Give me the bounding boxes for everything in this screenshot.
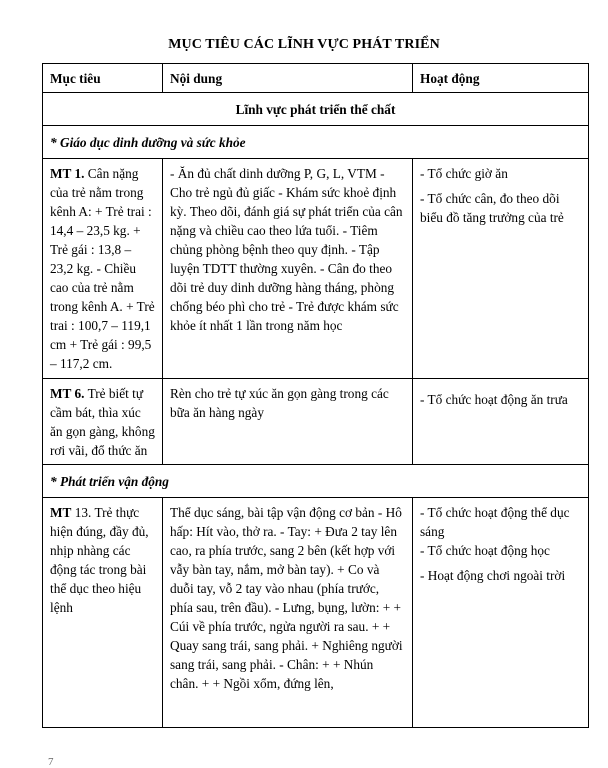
page-number: 7 bbox=[48, 756, 54, 768]
table-row bbox=[43, 498, 589, 728]
header-activities: Hoạt động bbox=[413, 64, 589, 93]
section-title-nutrition: * Giáo dục dinh dưỡng và sức khỏe bbox=[43, 126, 589, 159]
goal-cell bbox=[43, 498, 163, 728]
activity-item: - Tổ chức cân, đo theo dõi biểu đồ tăng trưởng của trẻ bbox=[420, 191, 564, 225]
page-title: MỤC TIÊU CÁC LĨNH VỰC PHÁT TRIỂN bbox=[168, 37, 440, 52]
section-title-motor: * Phát triển vận động bbox=[43, 465, 589, 498]
activity-item: - Tổ chức hoạt động học bbox=[420, 543, 550, 558]
activity-item: - Tổ chức hoạt động ăn trưa bbox=[420, 392, 568, 407]
table-row bbox=[43, 159, 589, 379]
content-cell: - Ăn đủ chất dinh dưỡng P, G, L, VTM - Cho trẻ ngủ đủ giấc - Khám sức khoẻ định kỳ. Theo dõi, đánh giá sự phát triển của cân nặng và chiều cao theo lứa tuổi. - Tiêm chủng phòng bệnh theo quy định. - Tập luyện TDTT thường xuyên. - Cân đo theo dõi trẻ duy dinh dưỡng hàng tháng, phòng chống béo phì cho trẻ - Trẻ được khám sức khỏe ít nhất 1 lần trong năm học bbox=[163, 159, 413, 379]
header-content: Nội dung bbox=[163, 64, 413, 93]
goal-cell bbox=[43, 379, 163, 465]
content-cell: Rèn cho trẻ tự xúc ăn gọn gàng trong các bữa ăn hàng ngày bbox=[163, 379, 413, 465]
activities-cell bbox=[413, 379, 589, 465]
goal-text: 13. Trẻ thực hiện đúng, đầy đủ, nhịp nhàng các động tác trong bài thể dục theo hiệu lệnh bbox=[50, 505, 149, 615]
development-goals-table bbox=[42, 63, 589, 728]
activity-item: - Tổ chức giờ ăn bbox=[420, 166, 508, 181]
table-row bbox=[43, 379, 589, 465]
goal-label: MT bbox=[50, 505, 72, 520]
activities-cell bbox=[413, 159, 589, 379]
section-row bbox=[43, 126, 589, 159]
goal-text: Trẻ biết tự cầm bát, thìa xúc ăn gọn gàng, không rơi vãi, đổ thức ăn bbox=[50, 386, 155, 458]
goal-cell bbox=[43, 159, 163, 379]
activity-item: - Hoạt động chơi ngoài trời bbox=[420, 568, 566, 583]
activity-item: - Tổ chức hoạt động thể dục sáng bbox=[420, 505, 570, 539]
area-row bbox=[43, 93, 589, 126]
content-cell: Thể dục sáng, bài tập vận động cơ bản - Hô hấp: Hít vào, thở ra. - Tay: + Đưa 2 tay lên cao, ra phía trước, sang 2 bên (kết hợp với vẫy bàn tay, nắm, mở bàn tay). + Co và duỗi tay, vỗ 2 tay vào nhau (phía trước, phía sau, trên đầu). - Lưng, bụng, lườn: + + Cúi về phía trước, ngửa người ra sau. + + Quay sang trái, sang phải. + Nghiêng người sang trái, sang phải. - Chân: + + Nhún chân. + + Ngồi xổm, đứng lên, bbox=[163, 498, 413, 728]
section-row bbox=[43, 465, 589, 498]
goal-label: MT 6. bbox=[50, 386, 85, 401]
header-goal: Mục tiêu bbox=[43, 64, 163, 93]
table-header-row bbox=[43, 64, 589, 93]
area-title: Lĩnh vực phát triển thể chất bbox=[43, 93, 589, 126]
goal-text: Cân nặng của trẻ nằm trong kênh A: + Trẻ trai : 14,4 – 23,5 kg. + Trẻ gái : 13,8 – 23,2 kg. - Chiều cao của trẻ nằm trong kênh A. + Trẻ trai : 100,7 – 119,1 cm + Trẻ gái : 99,5 – 117,2 cm. bbox=[50, 166, 155, 371]
goal-label: MT 1. bbox=[50, 166, 85, 181]
activities-cell bbox=[413, 498, 589, 728]
